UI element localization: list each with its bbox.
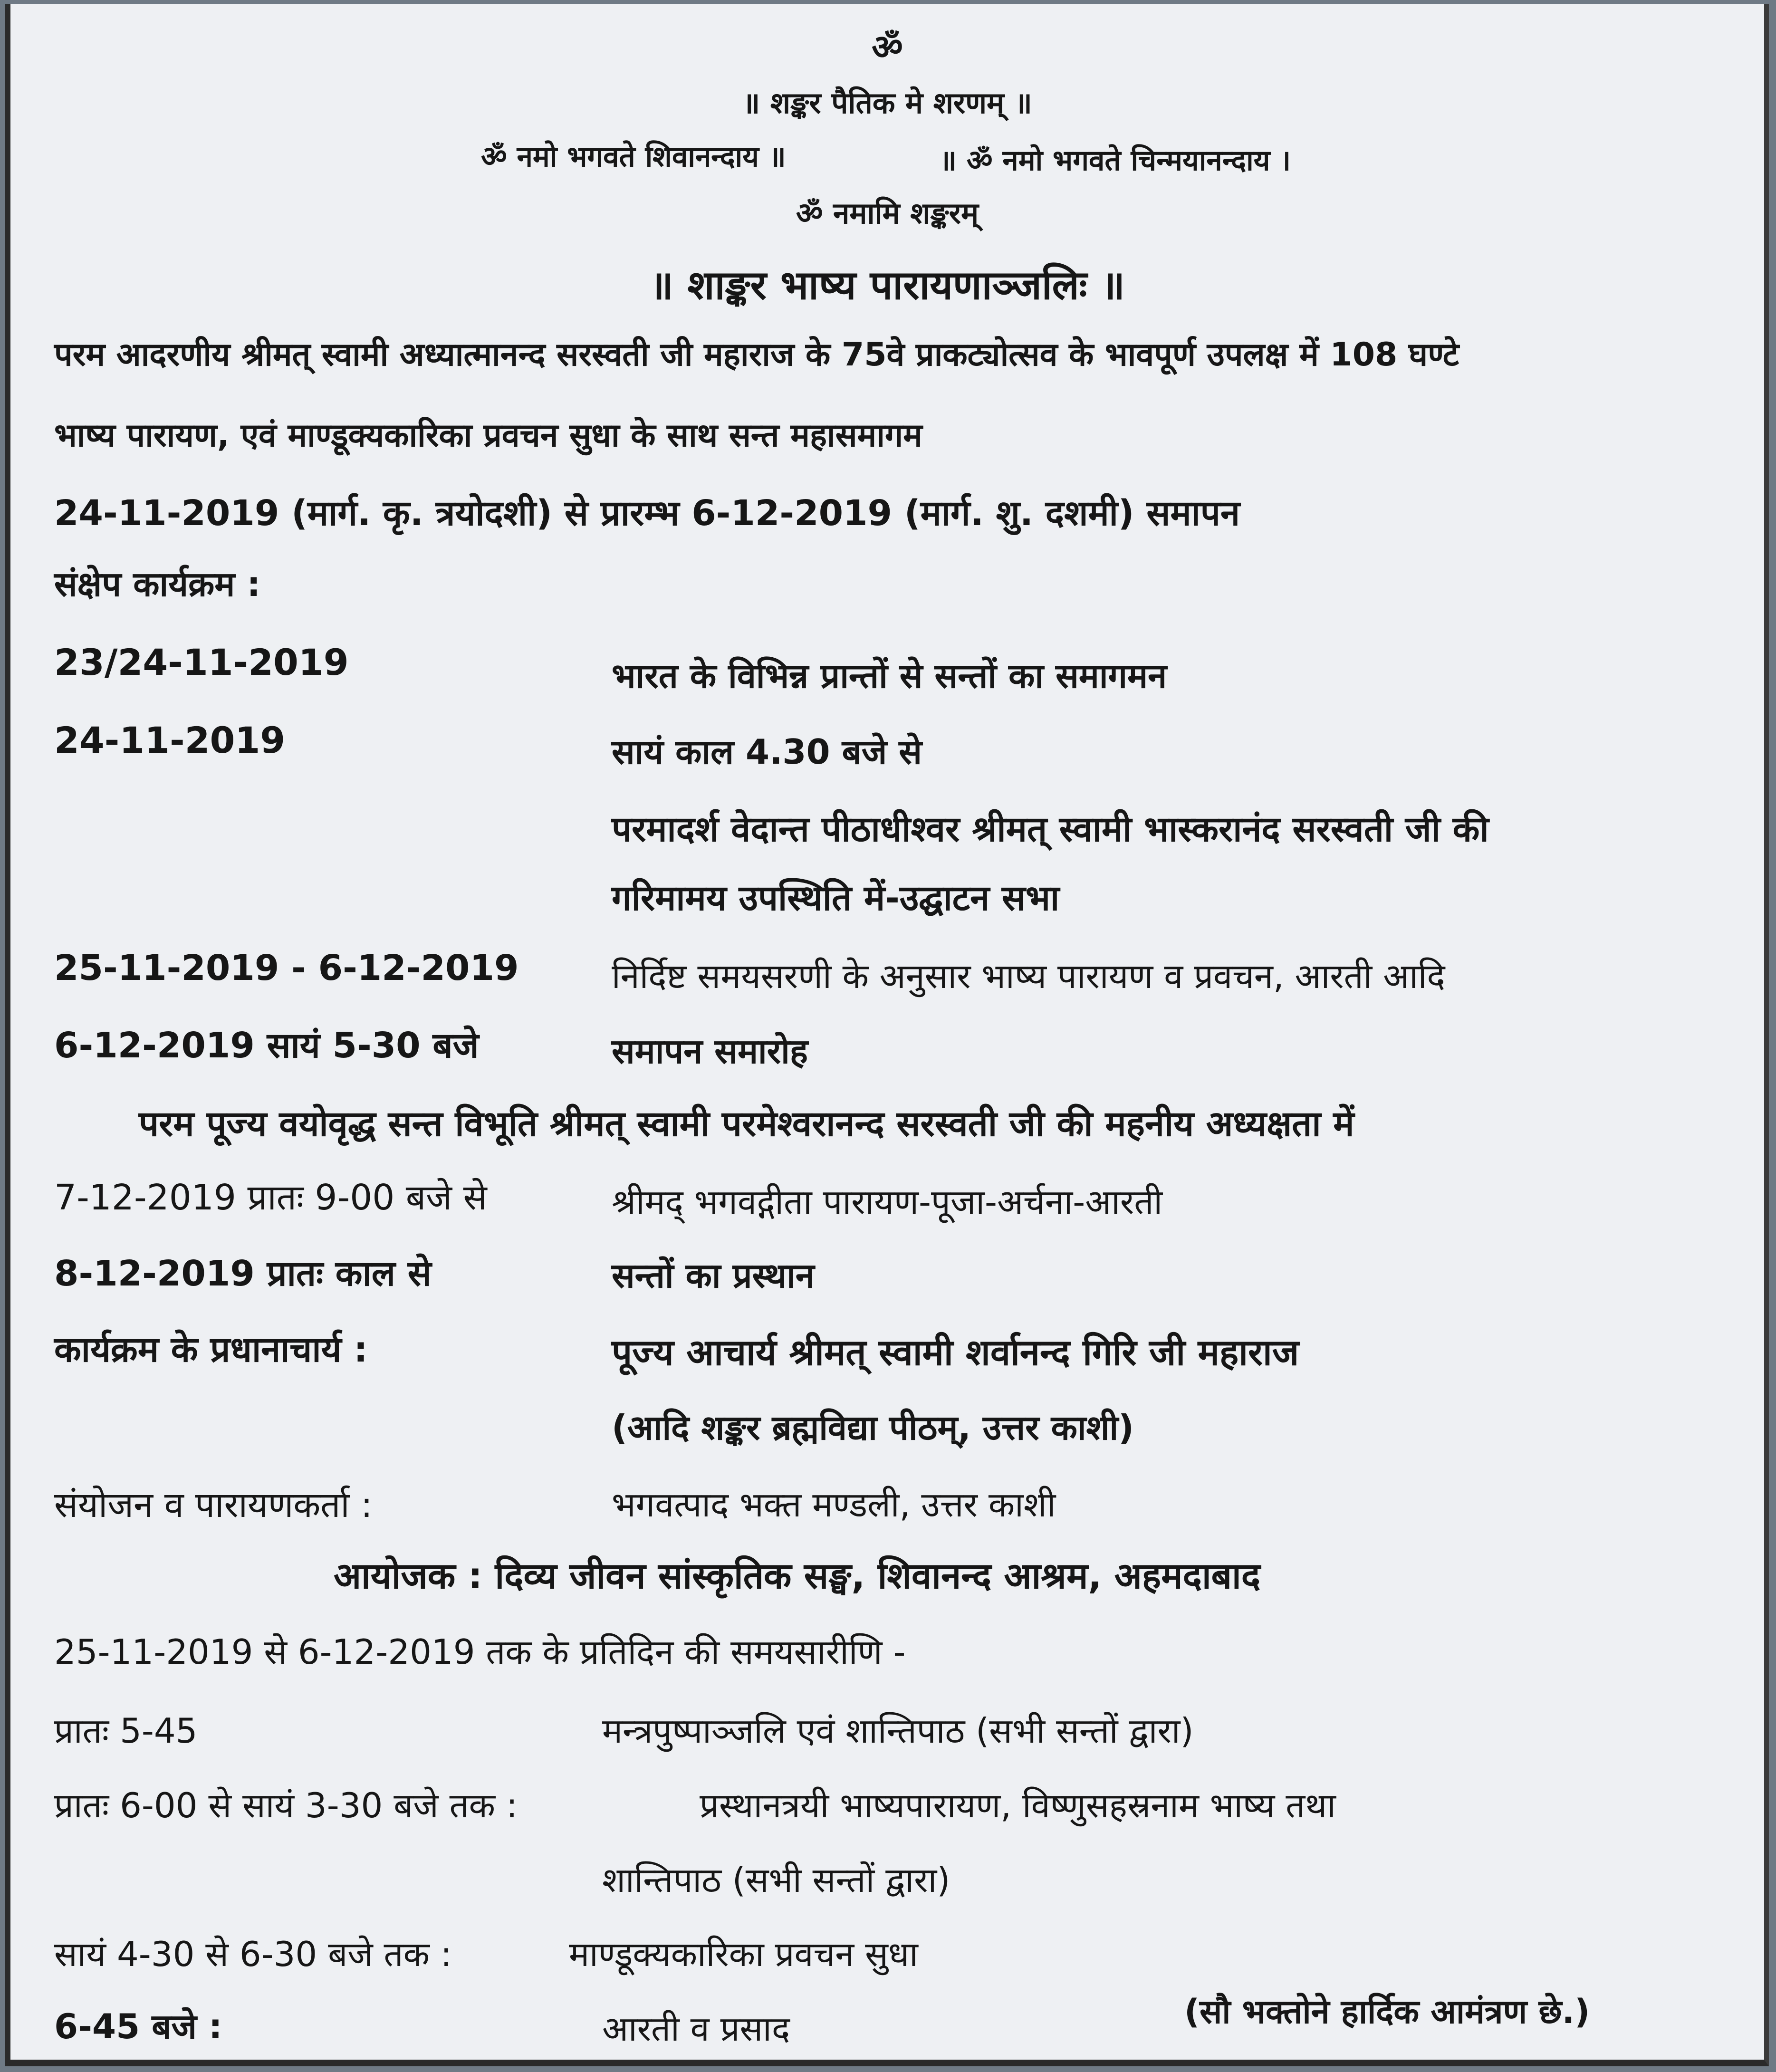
schedule-text: सन्तों का प्रस्थान (612, 1256, 815, 1295)
daily-time: 6-45 बजे : (54, 2006, 222, 2046)
program-heading: संक्षेप कार्यक्रम : (54, 564, 261, 604)
daily-time: सायं 4-30 से 6-30 बजे तक : (54, 1934, 452, 1974)
acharya-label: कार्यक्रम के प्रधानाचार्य : (54, 1329, 368, 1370)
schedule-date: 25-11-2019 - 6-12-2019 (54, 948, 519, 988)
om-symbol: ॐ (872, 27, 903, 67)
coordinator-text: भगवत्पाद भक्त मण्डली, उत्तर काशी (612, 1485, 1056, 1525)
schedule-text: समापन समारोह (612, 1031, 808, 1071)
schedule-text: सायं काल 4.30 बजे से (612, 732, 922, 772)
header-line-2-right: ॥ ॐ नमो भगवते चिन्मयानन्दाय । (940, 144, 1291, 177)
acharya-place: (आदि शङ्कर ब्रह्मविद्या पीठम्, उत्तर काशी) (612, 1408, 1134, 1448)
invitation-note: (सौ भक्तोने हार्दिक आमंत्रण छे.) (1184, 1992, 1590, 2031)
schedule-date: 6-12-2019 सायं 5-30 बजे (54, 1025, 479, 1066)
acharya-name: पूज्य आचार्य श्रीमत् स्वामी शर्वानन्द गिरि जी महाराज (612, 1331, 1299, 1373)
daily-time: प्रातः 6-00 से सायं 3-30 बजे तक : (54, 1785, 518, 1825)
daily-text: शान्तिपाठ (सभी सन्तों द्वारा) (602, 1860, 950, 1900)
coordinator-label: संयोजन व पारायणकर्ता : (54, 1485, 373, 1525)
header-line-2-left: ॐ नमो भगवते शिवानन्दाय ॥ (481, 140, 786, 173)
header-line-3: ॐ नमामि शङ्करम् (796, 196, 979, 230)
organizer-line: आयोजक : दिव्य जीवन सांस्कृतिक सङ्घ, शिवानन्द आश्रम, अहमदाबाद (334, 1554, 1261, 1597)
presidency-line: परम पूज्य वयोवृद्ध सन्त विभूति श्रीमत् स्वामी परमेश्वरानन्द सरस्वती जी की महनीय अध्यक्षता में (139, 1103, 1354, 1144)
daily-text: माण्डूक्यकारिका प्रवचन सुधा (569, 1934, 918, 1974)
daily-text: आरती व प्रसाद (602, 2009, 790, 2049)
schedule-date: 7-12-2019 प्रातः 9-00 बजे से (54, 1177, 487, 1218)
invitation-sheet (5, 4, 1769, 2066)
daily-time: प्रातः 5-45 (54, 1711, 198, 1751)
intro-line-1: परम आदरणीय श्रीमत् स्वामी अध्यात्मानन्द सरस्वती जी महाराज के 75वे प्राकट्योत्सव के भावपूर्ण उपलक्ष में 108 घण्टे (54, 336, 1459, 374)
schedule-text: गरिमामय उपस्थिति में-उद्घाटन सभा (612, 878, 1060, 919)
daily-heading: 25-11-2019 से 6-12-2019 तक के प्रतिदिन की समयसारीणि - (54, 1632, 906, 1672)
schedule-text: निर्दिष्ट समयसरणी के अनुसार भाष्य पारायण व प्रवचन, आरती आदि (612, 956, 1445, 996)
schedule-date: 8-12-2019 प्रातः काल से (54, 1253, 432, 1294)
header-line-1: ॥ शङ्कर पैतिक मे शरणम् ॥ (742, 86, 1032, 120)
schedule-text: श्रीमद् भगवद्गीता पारायण-पूजा-अर्चना-आरती (612, 1182, 1163, 1222)
schedule-text: परमादर्श वेदान्त पीठाधीश्वर श्रीमत् स्वामी भास्करानंद सरस्वती जी की (612, 809, 1489, 850)
schedule-date: 23/24-11-2019 (54, 641, 349, 683)
daily-text: प्रस्थानत्रयी भाष्यपारायण, विष्णुसहस्रनाम भाष्य तथा (700, 1785, 1336, 1825)
schedule-date: 24-11-2019 (54, 719, 286, 761)
daily-text: मन्त्रपुष्पाञ्जलि एवं शान्तिपाठ (सभी सन्तों द्वारा) (602, 1711, 1194, 1751)
event-dates: 24-11-2019 (मार्ग. कृ. त्रयोदशी) से प्रारम्भ 6-12-2019 (मार्ग. शु. दशमी) समापन (54, 493, 1240, 534)
schedule-text: भारत के विभिन्न प्रान्तों से सन्तों का समागमन (612, 656, 1167, 696)
intro-line-2: भाष्य पारायण, एवं माण्डूक्यकारिका प्रवचन सुधा के साथ सन्त महासमागम (54, 417, 922, 454)
page-title: ॥ शाङ्कर भाष्य पारायणाञ्जलिः ॥ (649, 262, 1125, 308)
